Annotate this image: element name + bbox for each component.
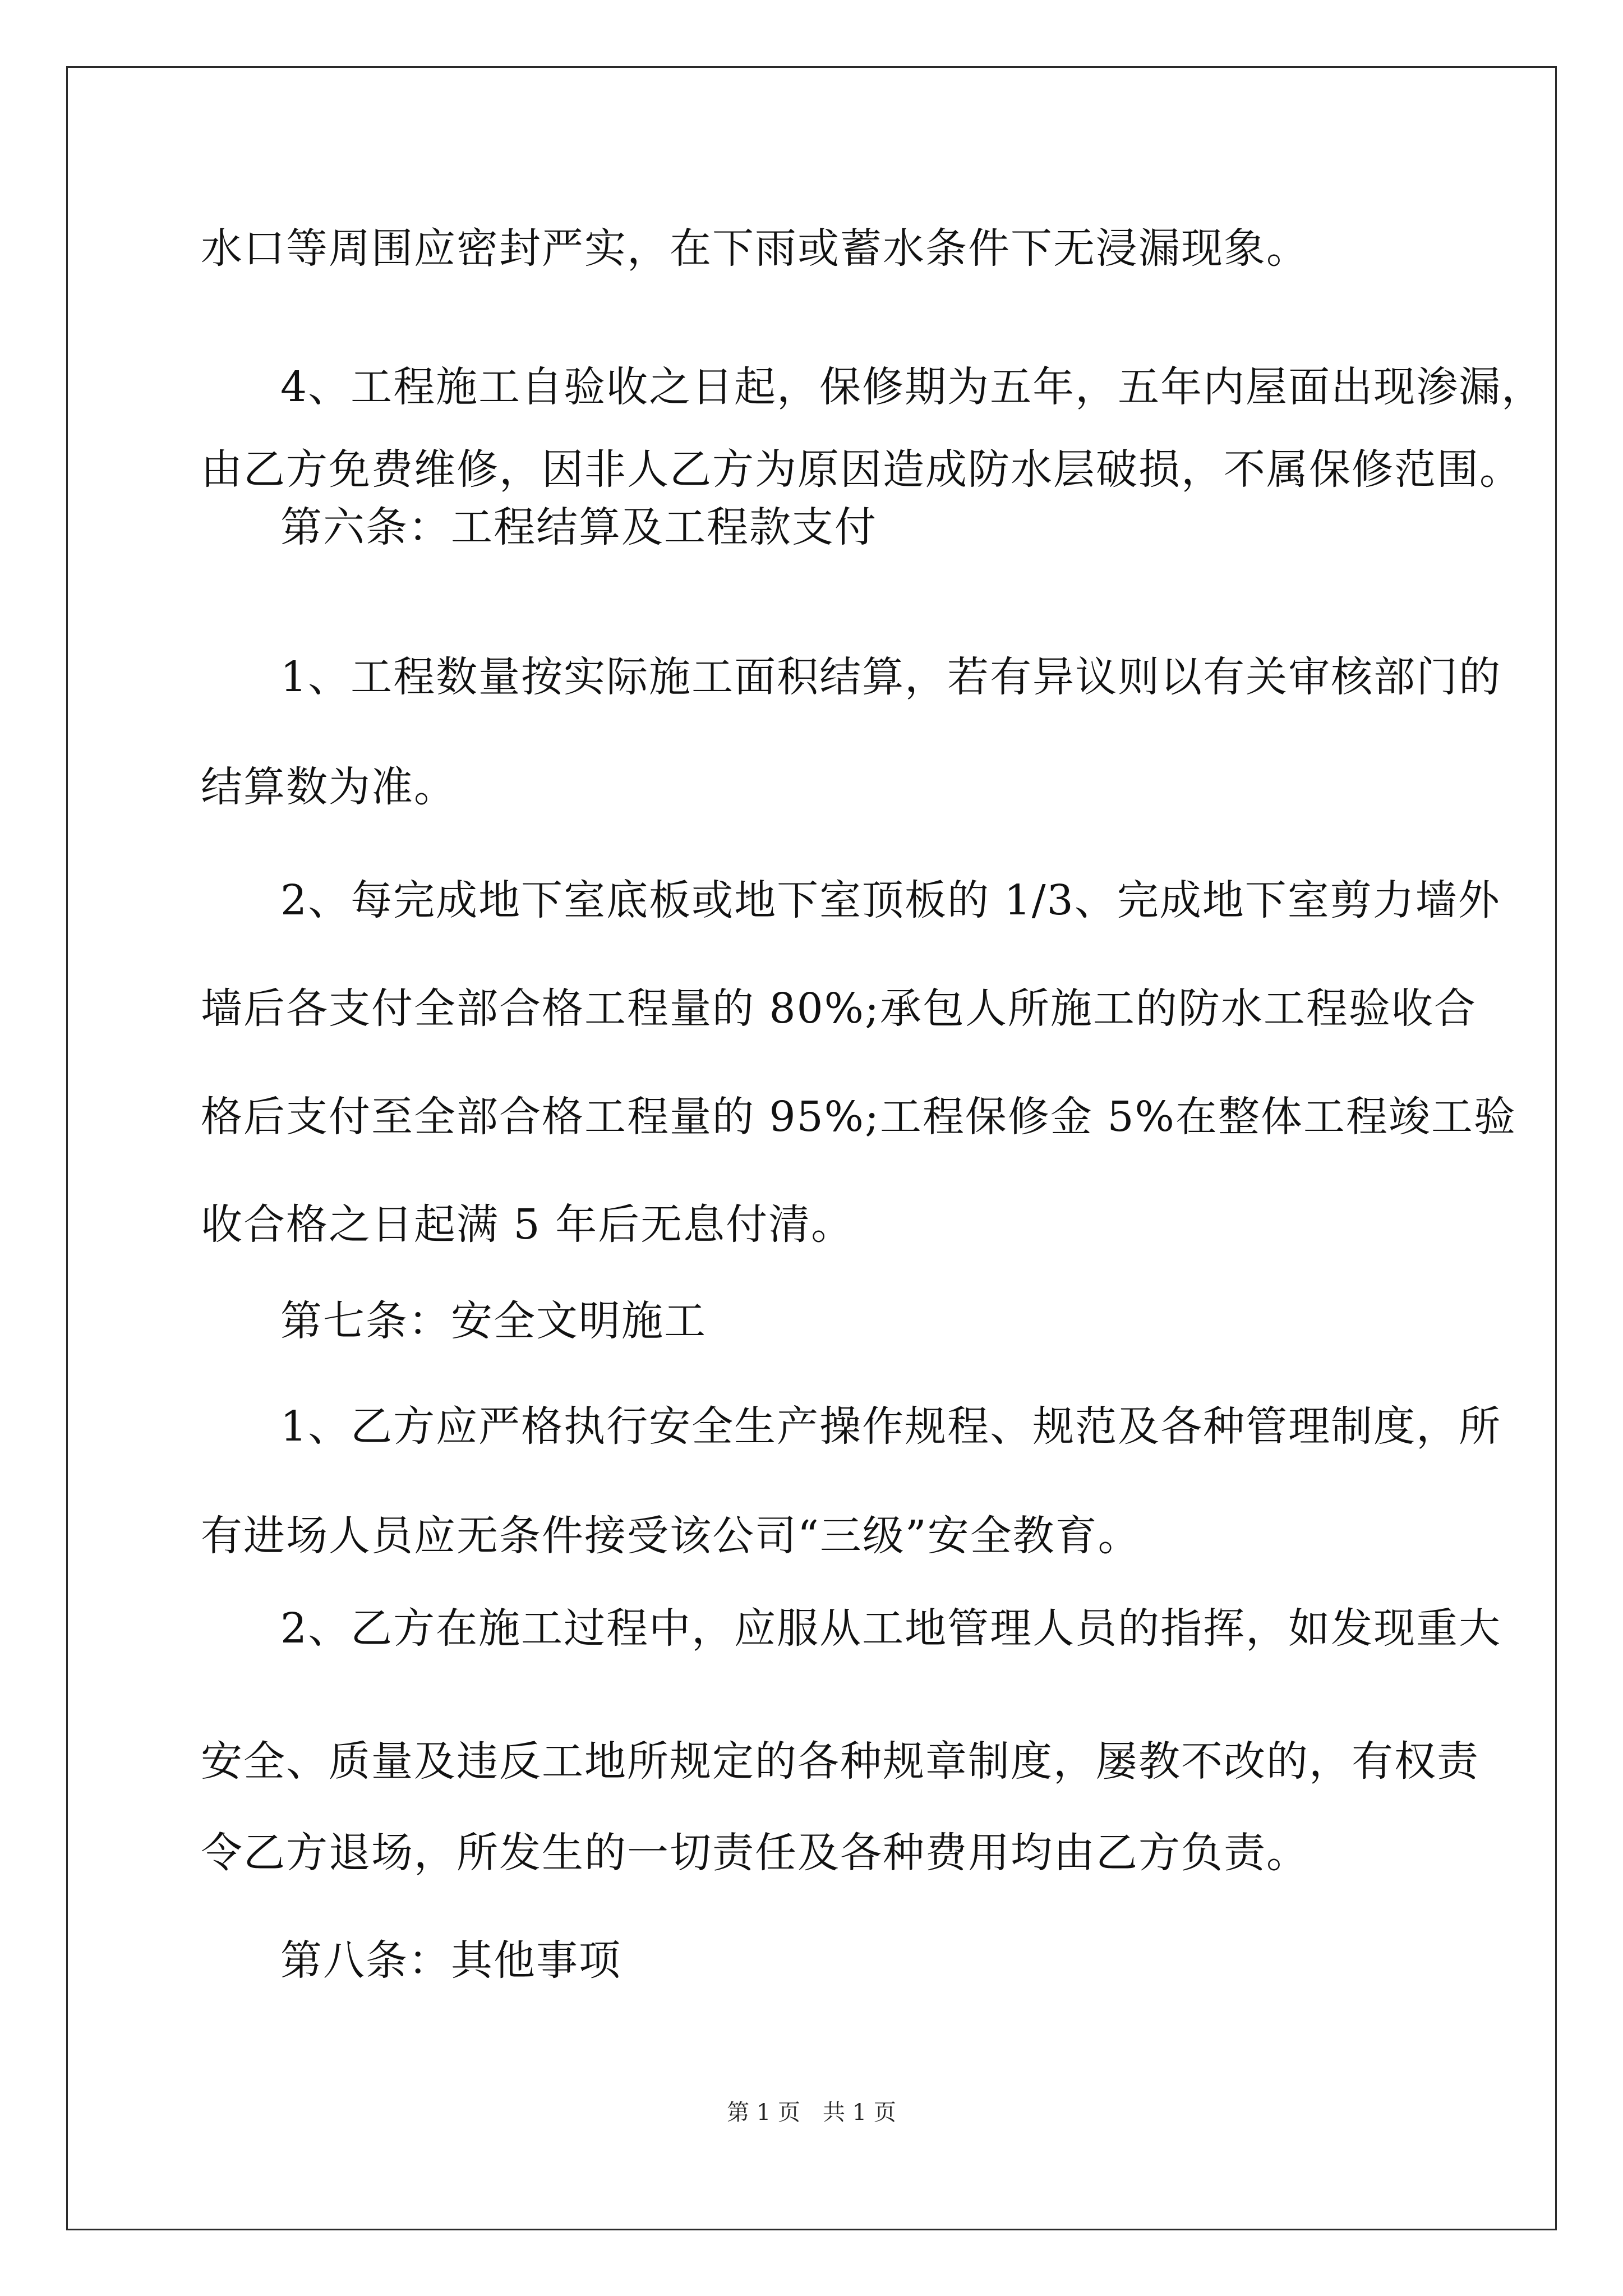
text-line: 墙后各支付全部合格工程量的 80%;承包人所施工的防水工程验收合 [201, 984, 1477, 1033]
section-heading: 第六条：工程结算及工程款支付 [280, 503, 877, 551]
text-line: 令乙方退场，所发生的一切责任及各种费用均由乙方负责。 [201, 1829, 1309, 1877]
text-line: 水口等周围应密封严实，在下雨或蓄水条件下无浸漏现象。 [201, 224, 1309, 273]
section-heading: 第八条：其他事项 [280, 1936, 621, 1985]
text-line: 1、工程数量按实际施工面积结算，若有异议则以有关审核部门的 [280, 653, 1502, 701]
text-line: 4、工程施工自验收之日起，保修期为五年，五年内屋面出现渗漏， [280, 363, 1544, 411]
text-line: 有进场人员应无条件接受该公司“三级”安全教育。 [201, 1512, 1141, 1560]
section-heading: 第七条：安全文明施工 [280, 1297, 707, 1345]
text-line: 安全、质量及违反工地所规定的各种规章制度，屡教不改的，有权责 [201, 1737, 1479, 1786]
text-line: 收合格之日起满 5 年后无息付清。 [201, 1200, 854, 1249]
text-line: 2、乙方在施工过程中，应服从工地管理人员的指挥，如发现重大 [280, 1604, 1502, 1653]
text-line: 结算数为准。 [201, 763, 457, 811]
text-line: 2、每完成地下室底板或地下室顶板的 1/3、完成地下室剪力墙外 [280, 876, 1501, 924]
page-number-footer: 第 1 页 共 1 页 [727, 2100, 896, 2125]
text-line: 1、乙方应严格执行安全生产操作规程、规范及各种管理制度，所 [280, 1402, 1502, 1451]
text-line: 格后支付至全部合格工程量的 95%;工程保修金 5%在整体工程竣工验 [201, 1093, 1516, 1141]
text-line: 由乙方免费维修，因非人乙方为原因造成防水层破损，不属保修范围。 [201, 445, 1522, 494]
